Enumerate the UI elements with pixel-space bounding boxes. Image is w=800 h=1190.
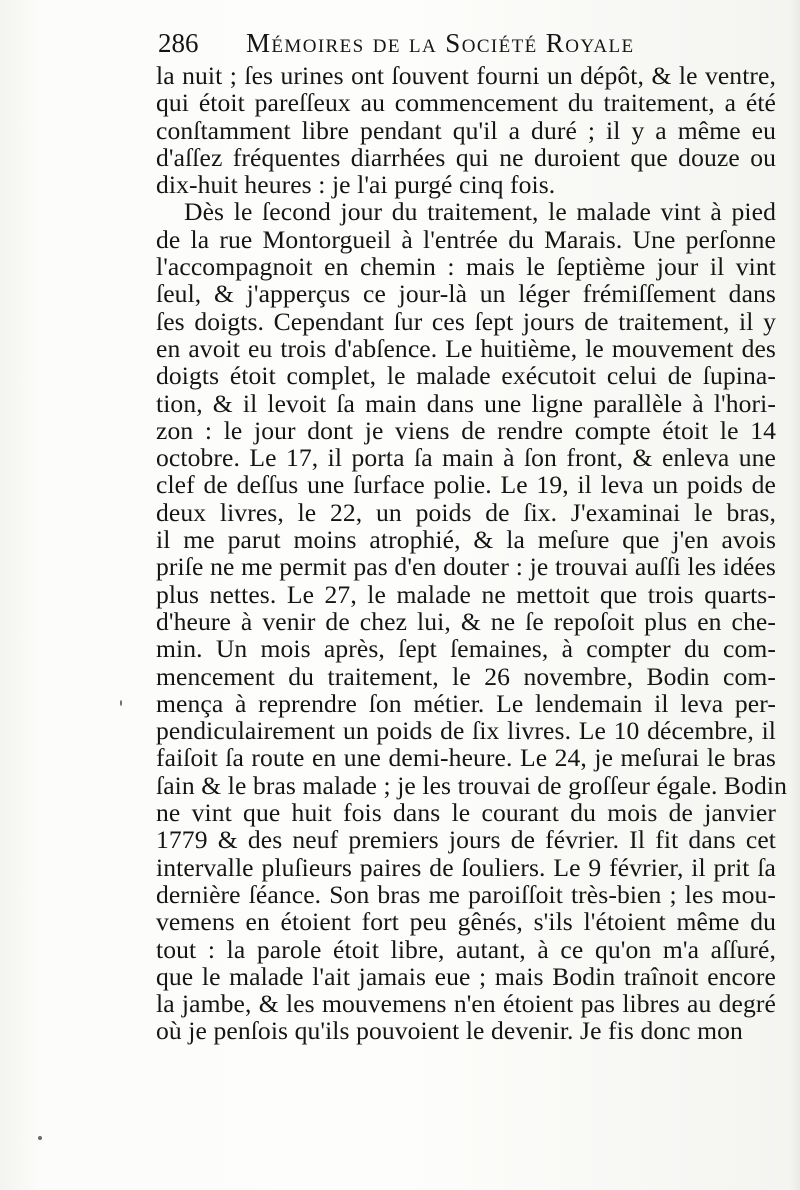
text-line: où je penſois qu'ils pouvoient le devenir. Je fis donc mon — [156, 1016, 743, 1046]
text-line: intervalle pluſieurs paires de ſouliers. Le 9 février, il prit ſa — [156, 852, 776, 882]
text-line: min. Un mois après, ſept ſemaines, à compter du com- — [156, 634, 776, 664]
text-line: la jambe, & les mouvemens n'en étoient pas libres au degré — [156, 989, 776, 1019]
text-line: que le malade l'ait jamais eue ; mais Bodin traînoit encore — [156, 961, 776, 991]
text-line: l'accompagnoit en chemin : mais le ſeptième jour il vint — [156, 252, 776, 282]
text-line: d'heure à venir de chez lui, & ne ſe repoſoit plus en che- — [156, 606, 776, 636]
text-line: vemens en étoient fort peu gênés, s'ils l'étoient même du — [156, 907, 776, 937]
text-line: tion, & il levoit ſa main dans une ligne parallèle à l'hori- — [156, 388, 776, 418]
text-line: ſes doigts. Cependant ſur ces ſept jours de traitement, il y — [156, 306, 776, 336]
page-number: 286 — [158, 28, 199, 58]
text-line: dernière ſéance. Son bras me paroiſſoit très-bien ; les mou- — [156, 879, 776, 909]
text-line: plus nettes. Le 27, le malade ne mettoit que trois quarts- — [156, 579, 776, 609]
text-line: d'aſſez fréquentes diarrhées qui ne duroient que douze ou — [156, 142, 776, 172]
text-line: 1779 & des neuf premiers jours de février. Il fit dans cet — [156, 825, 776, 855]
text-line: Dès le ſecond jour du traitement, le malade vint à pied — [184, 197, 776, 227]
ink-speck — [120, 700, 122, 706]
text-line: qui étoit pareſſeux au commencement du traitement, a été — [156, 88, 776, 118]
text-line: conſtamment libre pendant qu'il a duré ; il y a même eu — [156, 115, 776, 145]
text-line: doigts étoit complet, le malade exécutoit celui de ſupina- — [156, 361, 776, 391]
text-line: faiſoit ſa route en une demi-heure. Le 24, je meſurai le bras — [156, 743, 776, 773]
text-line: mencement du traitement, le 26 novembre, Bodin com- — [156, 661, 776, 691]
text-line: deux livres, le 22, un poids de ſix. J'examinai le bras, — [156, 497, 776, 527]
text-line: pendiculairement un poids de ſix livres. Le 10 décembre, il — [156, 716, 776, 746]
body-text — [156, 61, 788, 1046]
text-line: tout : la parole étoit libre, autant, à ce qu'on m'a aſſuré, — [156, 934, 776, 964]
ink-speck — [38, 1136, 42, 1140]
text-line: ſain & le bras malade ; je les trouvai de groſſeur égale. Bodin — [156, 770, 788, 800]
journal-title: Mémoires de la Société Royale — [246, 28, 635, 58]
text-line: zon : le jour dont je viens de rendre compte étoit le 14 — [156, 415, 776, 445]
text-line: mença à reprendre ſon métier. Le lendemain il leva per- — [156, 688, 776, 718]
text-line: dix-huit heures : je l'ai purgé cinq fois. — [156, 170, 556, 200]
text-line: en avoit eu trois d'abſence. Le huitième, le mouvement des — [156, 333, 776, 363]
text-line: la nuit ; ſes urines ont ſouvent fourni un dépôt, & le ventre, — [156, 61, 776, 90]
text-line: priſe ne me permit pas d'en douter : je trouvai auſſi les idées — [156, 552, 776, 582]
text-line: octobre. Le 17, il porta ſa main à ſon front, & enleva une — [156, 443, 776, 473]
text-line: il me parut moins atrophié, & la meſure que j'en avois — [156, 525, 776, 555]
text-line: ſeul, & j'apperçus ce jour-là un léger frémiſſement dans — [156, 279, 776, 309]
text-line: de la rue Montorgueil à l'entrée du Marais. Une perſonne — [156, 224, 776, 254]
text-line: ne vint que huit fois dans le courant du mois de janvier — [156, 798, 776, 828]
running-head — [158, 20, 758, 62]
text-line: clef de deſſus une ſurface polie. Le 19, il leva un poids de — [156, 470, 776, 500]
